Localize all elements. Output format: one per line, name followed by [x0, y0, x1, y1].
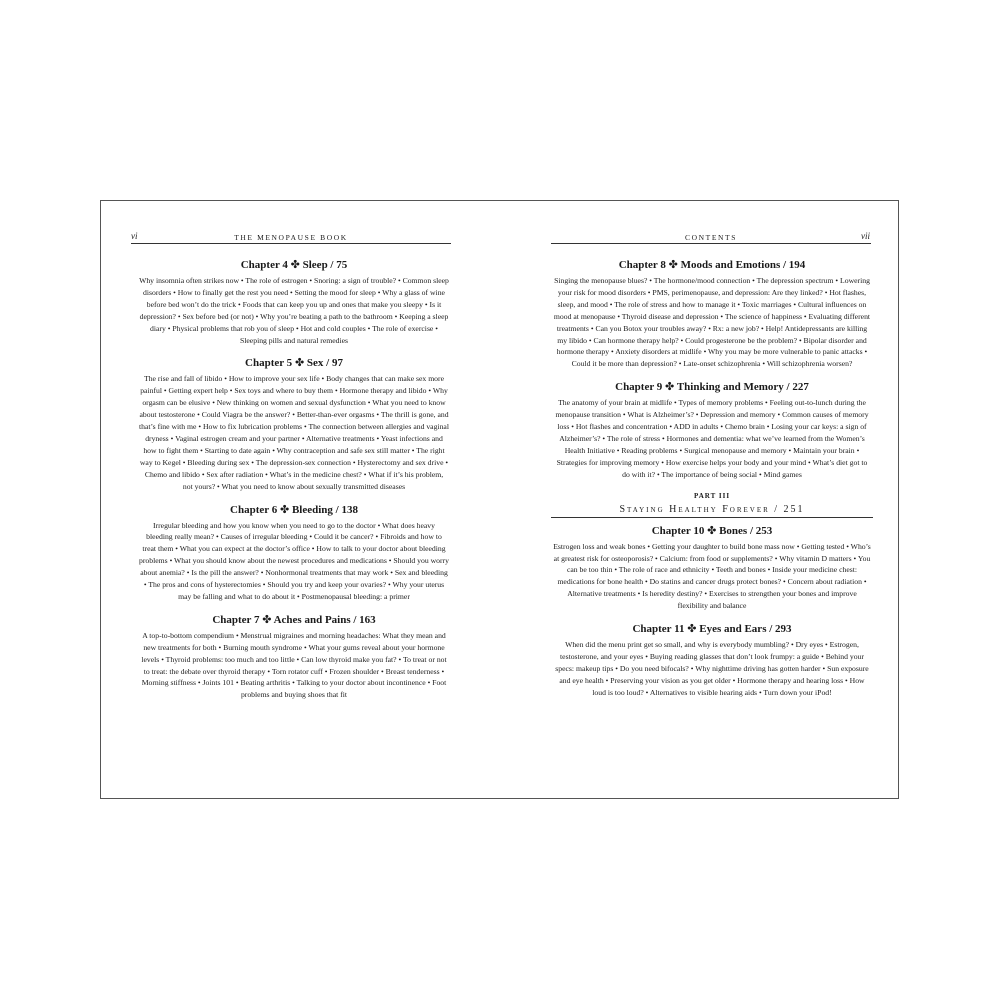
running-head-right: CONTENTS	[685, 233, 737, 242]
chapter-entry	[553, 259, 871, 370]
chapter-number: Chapter 4	[240, 259, 288, 271]
fleuron-ornament-icon: ✤	[707, 524, 717, 537]
chapter-subject: Aches and Pains / 163	[273, 613, 376, 626]
chapter-heading	[553, 259, 871, 272]
chapter-entry	[139, 357, 449, 492]
chapter-heading	[553, 525, 871, 538]
chapter-number: Chapter 6	[230, 503, 278, 516]
chapter-entry	[553, 525, 871, 612]
part-label: PART III	[693, 491, 731, 500]
chapter-entry	[139, 259, 449, 346]
chapter-topics: Estrogen loss and weak bones • Getting your daughter to build bone mass now • Getting tested • Who’s at greatest risk for osteoporosis? • Calcium: from food or supplements? • Why vitamin D matters • You can be too thin • The role of race and ethnicity • Teeth and bones • Inside your medicine chest: medications for bone health • Do statins and cancer drugs protect bones? • Concern about radiation • Alternative treatments • Is heredity destiny? • Exercises to strengthen your bones and improve flexibility and balance	[553, 541, 871, 611]
chapter-subject: Moods and Emotions / 194	[680, 259, 806, 271]
chapter-entry	[139, 504, 449, 603]
chapter-number: Chapter 7	[212, 613, 260, 626]
part-title: Staying Healthy Forever / 251	[619, 503, 805, 515]
chapter-number: Chapter 9	[615, 381, 663, 394]
chapter-subject: Bones / 253	[719, 524, 773, 537]
chapter-entry	[139, 614, 449, 701]
book-spread	[100, 200, 899, 799]
chapter-topics: When did the menu print get so small, and why is everybody mumbling? • Dry eyes • Estrogen, testosterone, and your eyes • Buying reading glasses that don’t look frumpy: a guide • Behind your specs: makeup tips • Do you need bifocals? • Why nighttime driving has gotten harder • Sun exposure and eye health • Preserving your vision as you get older • Hormone therapy and hearing loss • How loud is too loud? • Alternatives to visible hearing aids • Turn down your iPod!	[555, 640, 869, 697]
chapter-topics: Singing the menopause blues? • The hormone/mood connection • The depression spectrum • Lowering your risk for mood disorders • PMS, perimenopause, and depression: Are they linked? • Hot flashes, sleep, and mood • The role of stress and how to manage it • Toxic marriages • Cultural influences on mood at menopause • Thyroid disease and depression • The science of happiness • Evaluating different treatments • Can you Botox your troubles away? • Rx: a new job? • Help! Antidepressants are killing my libido • Can hormone therapy help? • Could progesterone be the problem? • Bipolar disorder and hormone therapy • Anxiety disorders at midlife • Why you may be more vulnerable to panic attacks • Could it be more than depression? • Late-onset schizophrenia • Will schizophrenia worsen?	[553, 276, 871, 369]
fleuron-ornament-icon: ✤	[279, 503, 290, 516]
chapter-heading	[553, 623, 871, 636]
chapter-heading	[139, 259, 449, 272]
fleuron-ornament-icon: ✤	[294, 357, 305, 370]
fleuron-ornament-icon: ✤	[687, 623, 697, 636]
running-head-left: THE MENOPAUSE BOOK	[234, 233, 348, 242]
right-page	[501, 201, 900, 798]
fleuron-ornament-icon: ✤	[262, 613, 272, 626]
chapter-topics: The rise and fall of libido • How to improve your sex life • Body changes that can make sex more painful • Getting expert help • Sex toys and where to buy them • Hormone therapy and libido • Why orgasm can be elusive • New thinking on women and sexual dysfunction • What you need to know about testosterone • Could Viagra be the answer? • Better-than-ever orgasms • The thrill is gone, and that’s fine with me • How to fix lubrication problems • The connection between allergies and vaginal dryness • Vaginal estrogen cream and your partner • Alternative treatments • Yeast infections and how to fight them • Starting to date again • Why contraception and safe sex still matter • The right way to Kegel • Bleeding during sex • The depression-sex connection • Hysterectomy and sex drive • Chemo and libido • Sex after radiation • What’s in the medicine chest? • What if it’s his problem, not yours? • What you need to know about sexually transmitted diseases	[139, 374, 449, 491]
chapter-number: Chapter 5	[245, 357, 293, 370]
chapter-topics: Why insomnia often strikes now • The role of estrogen • Snoring: a sign of trouble? • Common sleep disorders • How to finally get the rest you need • Setting the mood for sleep • Why a glass of wine before bed won’t do the trick • Foods that can keep you up and ones that make you sleepy • Is it depression? • Sex before bed (or not) • Why you’re beating a path to the bathroom • Keeping a sleep diary • Physical problems that rob you of sleep • Hot and cold couples • The role of exercise • Sleeping pills and natural remedies	[139, 276, 449, 345]
chapter-number: Chapter 11	[632, 623, 685, 636]
header-rule-left	[131, 243, 451, 244]
chapter-subject: Sex / 97	[306, 357, 343, 370]
chapter-subject: Bleeding / 138	[291, 503, 358, 516]
fleuron-ornament-icon: ✤	[665, 381, 675, 394]
chapter-entry	[553, 623, 871, 699]
chapter-heading	[553, 381, 871, 394]
chapter-subject: Thinking and Memory / 227	[676, 381, 809, 394]
fleuron-ornament-icon: ✤	[290, 259, 300, 271]
chapter-number: Chapter 8	[618, 259, 666, 271]
chapter-topics: A top-to-bottom compendium • Menstrual migraines and morning headaches: What they mean and new treatments for both • Burning mouth syndrome • What your gums reveal about your hormone levels • Thyroid problems: too much and too little • Can low thyroid make you fat? • To treat or not to treat: the debate over thyroid therapy • Torn rotator cuff • Frozen shoulder • Breast tenderness • Morning stiffness • Joints 101 • Beating arthritis • Talking to your doctor about incontinence • Foot problems and buying shoes that fit	[141, 630, 447, 700]
fleuron-ornament-icon: ✤	[668, 259, 678, 271]
chapter-number: Chapter 10	[651, 524, 705, 537]
header-rule-right	[551, 243, 871, 244]
chapter-heading	[139, 504, 449, 517]
chapter-topics: Irregular bleeding and how you know when you need to go to the doctor • What does heavy bleeding really mean? • Causes of irregular bleeding • Could it be cancer? • Fibroids and how to treat them • What you can expect at the doctor’s office • How to talk to your doctor about bleeding problems • What you should know about the newest procedures and medications • Should you worry about anemia? • Is the pill the answer? • Nonhormonal treatments that may work • Sex and bleeding • The pros and cons of hysterectomies • Should you try and keep your ovaries? • Why your uterus may be falling and what to do about it • Postmenopausal bleeding: a primer	[139, 520, 449, 601]
left-page	[101, 201, 501, 798]
chapter-topics: The anatomy of your brain at midlife • Types of memory problems • Feeling out-to-lunch during the menopause transition • What is Alzheimer’s? • Depression and memory • Common causes of memory loss • Hot flashes and concentration • ADD in adults • Chemo brain • Losing your car keys: a sign of Alzheimer’s? • The role of stress • Hormones and dementia: what we’ve learned from the Women’s Health Initiative • Reading problems • Surgical menopause and memory • Maintain your brain • Strategies for improving memory • How exercise helps your body and your mind • What’s diet got to do with it? • The importance of being social • Mind games	[555, 398, 869, 479]
chapter-heading	[139, 614, 449, 627]
chapter-heading	[139, 357, 449, 370]
contents-column-right	[553, 259, 871, 710]
chapter-entry	[553, 381, 871, 480]
chapter-subject: Sleep / 75	[302, 259, 348, 271]
folio-left: vi	[131, 231, 138, 241]
contents-column-left	[139, 259, 449, 712]
folio-right: vii	[861, 231, 870, 241]
part-rule	[551, 517, 873, 518]
chapter-subject: Eyes and Ears / 293	[699, 623, 792, 636]
